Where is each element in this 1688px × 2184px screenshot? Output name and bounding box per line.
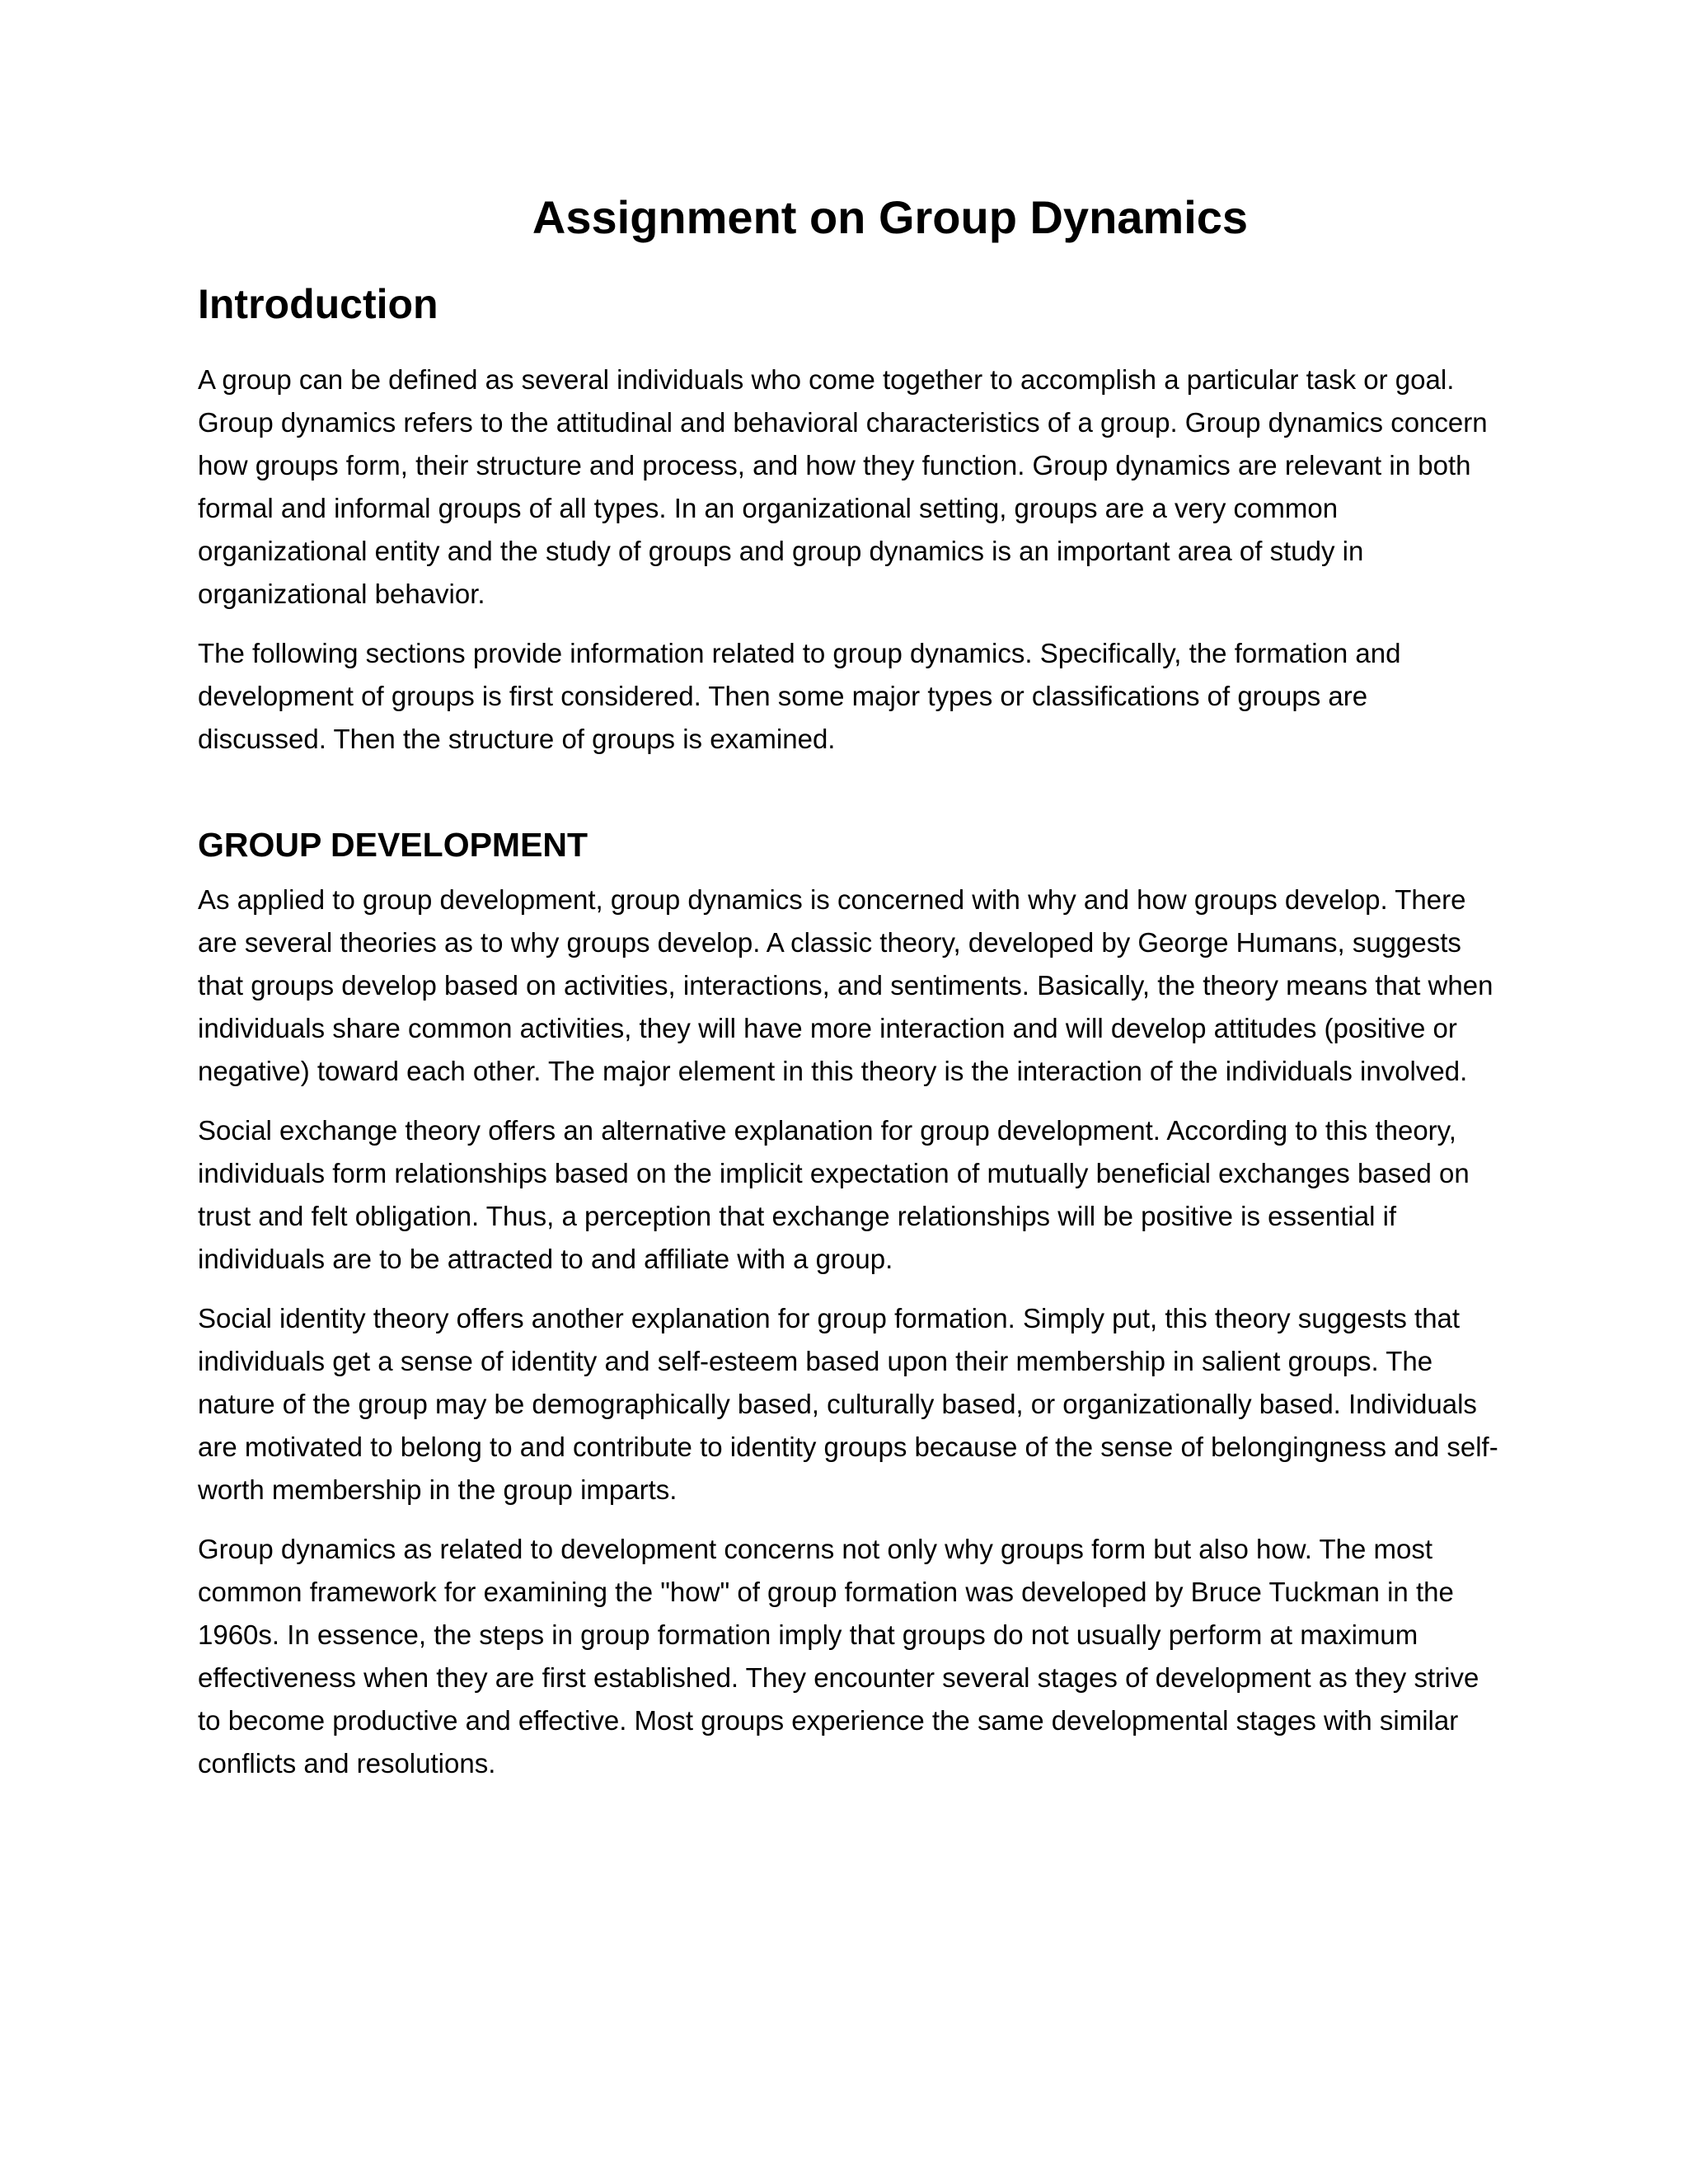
document-page: [198, 190, 1500, 1802]
group-development-paragraph-2: Social exchange theory offers an alternative explanation for group development. According to this theory, individuals form relationships based on the implicit expectation of mutually beneficial exchanges based on trust and felt obligation. Thus, a perception that exchange relationships will be positive is essential if individuals are to be attracted to and affiliate with a group.: [198, 1115, 1470, 1275]
introduction-paragraph-1: A group can be defined as several individuals who come together to accomplish a particular task or goal. Group dynamics refers to the attitudinal and behavioral characteristics of a group. Group dynamics concern how groups form, their structure and process, and how they function. Group dynamics are relevant in both formal and informal groups of all types. In an organizational setting, groups are a very common organizational entity and the study of groups and group dynamics is an important area of study in organizational behavior.: [198, 364, 1488, 610]
introduction-paragraph-2: The following sections provide information related to group dynamics. Specifically, the formation and development of groups is first considered. Then some major types or classifications of groups are discussed. Then the structure of groups is examined.: [198, 638, 1401, 755]
group-development-paragraph-1: As applied to group development, group dynamics is concerned with why and how groups develop. There are several theories as to why groups develop. A classic theory, developed by George Humans, suggests that groups develop based on activities, interactions, and sentiments. Basically, the theory means that when individuals share common activities, they will have more interaction and will develop attitudes (positive or negative) toward each other. The major element in this theory is the interaction of the individuals involved.: [198, 884, 1493, 1087]
group-development-paragraph-4: Group dynamics as related to development concerns not only why groups form but also how. The most common framework for examining the "how" of group formation was developed by Bruce Tuckman in the 1960s. In essence, the steps in group formation imply that groups do not usually perform at maximum effectiveness when they are first established. They encounter several stages of development as they strive to become productive and effective. Most groups experience the same developmental stages with similar conflicts and resolutions.: [198, 1534, 1479, 1779]
group-development-paragraph-3: Social identity theory offers another explanation for group formation. Simply put, this theory suggests that individuals get a sense of identity and self-esteem based upon their membership in salient groups. The nature of the group may be demographically based, culturally based, or organizationally based. Individuals are motivated to belong to and contribute to identity groups because of the sense of belongingness and self-worth membership in the group imparts.: [198, 1303, 1498, 1506]
document-title: Assignment on Group Dynamics: [532, 191, 1249, 243]
group-development-heading: GROUP DEVELOPMENT: [198, 826, 588, 865]
introduction-heading: Introduction: [198, 281, 438, 328]
